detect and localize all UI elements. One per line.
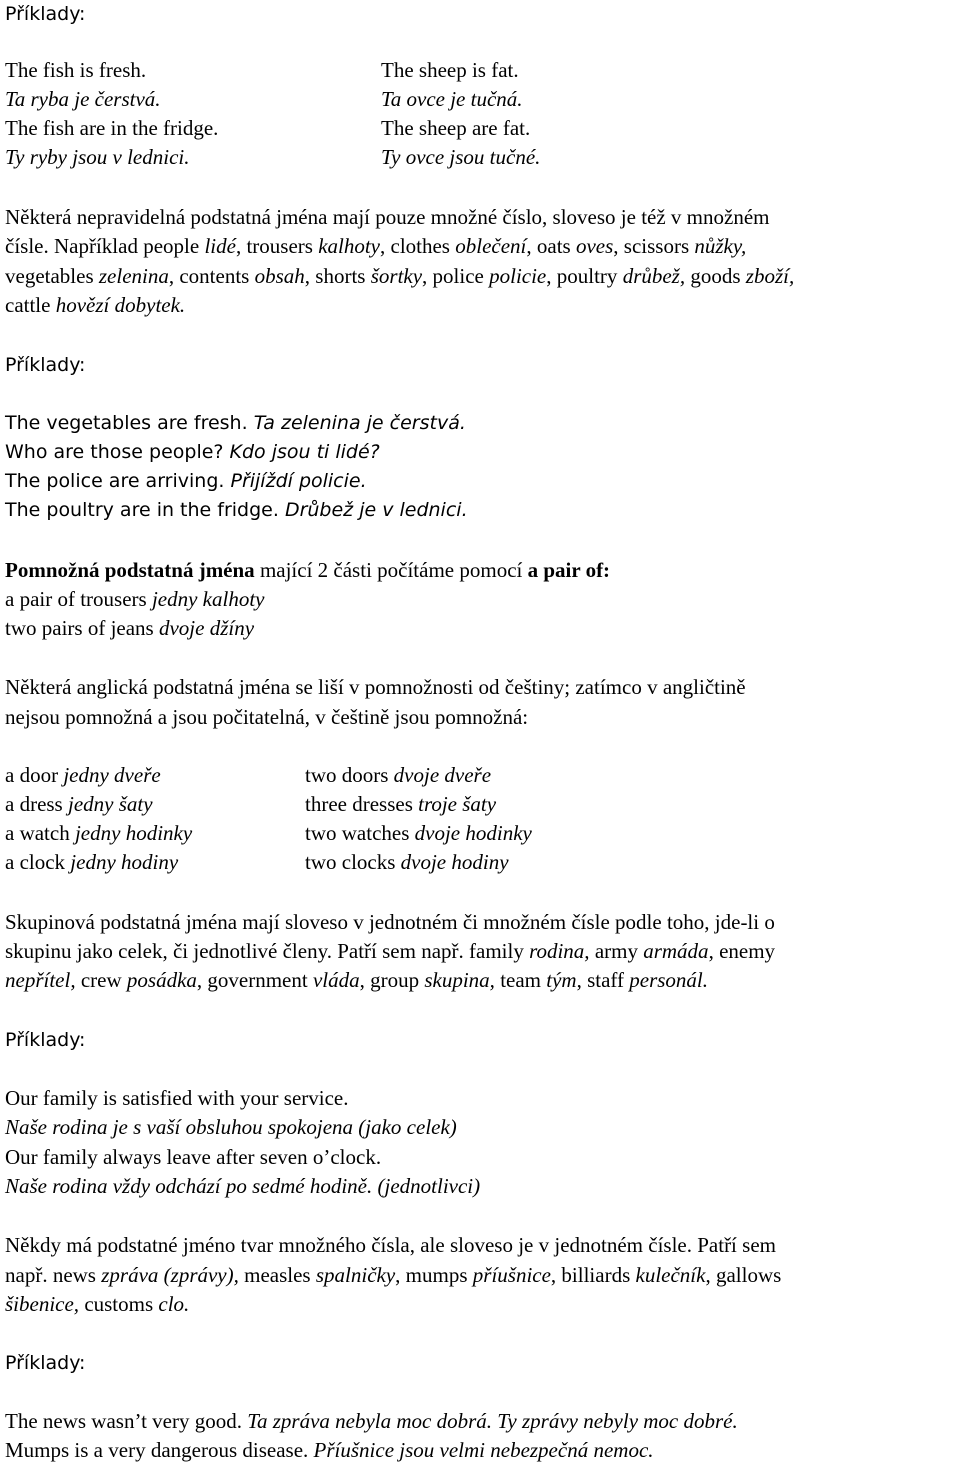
examples-heading-2: Příklady: <box>5 354 86 376</box>
paragraph-line: Skupinová podstatná jména mají sloveso v jednotném či množném čísle podle toho, jde-li o <box>5 910 775 934</box>
example-en: The sheep are fat. <box>381 116 531 140</box>
paragraph-line: Někdy má podstatné jméno tvar množného čísla, ale sloveso je v jednotném čísle. Patří sem <box>5 1233 776 1257</box>
paragraph-line: např. news zpráva (zprávy), measles spalničky, mumps příušnice, billiards kulečník, gallows <box>5 1263 782 1287</box>
example-en: The fish is fresh. <box>5 58 147 82</box>
pomnozna-heading: Pomnožná podstatná jména mající 2 části počítáme pomocí a pair of: <box>5 558 611 582</box>
example-cz: Ty ovce jsou tučné. <box>381 145 541 169</box>
example-line: The poultry are in the fridge. Drůbež je v lednici. <box>5 499 468 521</box>
example-cz: Naše rodina vždy odchází po sedmé hodině. (jednotlivci) <box>5 1174 481 1198</box>
example-cz: Ta ryba je čerstvá. <box>5 87 161 111</box>
example-line: The vegetables are fresh. Ta zelenina je čerstvá. <box>5 412 466 434</box>
example-cz: Naše rodina je s vaší obsluhou spokojena (jako celek) <box>5 1115 457 1139</box>
pair-right: two doors dvoje dveře <box>305 763 492 787</box>
paragraph-line: čísle. Například people lidé, trousers kalhoty, clothes oblečení, oats oves, scissors nůžky, <box>5 234 747 258</box>
pair-right: three dresses troje šaty <box>305 792 497 816</box>
pair-right: two watches dvoje hodinky <box>305 821 532 845</box>
pair-left: a door jedny dveře <box>5 763 161 787</box>
pair-left: a clock jedny hodiny <box>5 850 179 874</box>
pomnozna-example: a pair of trousers jedny kalhoty <box>5 587 265 611</box>
example-cz: Ta ovce je tučná. <box>381 87 523 111</box>
example-en: Our family always leave after seven o’clock. <box>5 1145 382 1169</box>
examples-heading-4: Příklady: <box>5 1352 86 1374</box>
example-line: Who are those people? Kdo jsou ti lidé? <box>5 441 380 463</box>
paragraph-line: nepřítel, crew posádka, government vláda, group skupina, team tým, staff personál. <box>5 968 709 992</box>
paragraph-line: Některá anglická podstatná jména se liší v pomnožnosti od češtiny; zatímco v angličtině <box>5 675 746 699</box>
pomnozna-example: two pairs of jeans dvoje džíny <box>5 616 255 640</box>
paragraph-line: nejsou pomnožná a jsou počitatelná, v češtině jsou pomnožná: <box>5 705 529 729</box>
example-en: The fish are in the fridge. <box>5 116 219 140</box>
example-cz: Ty ryby jsou v lednici. <box>5 145 190 169</box>
paragraph-line: šibenice, customs clo. <box>5 1292 190 1316</box>
pair-left: a dress jedny šaty <box>5 792 153 816</box>
example-en: Our family is satisfied with your service. <box>5 1086 349 1110</box>
pair-left: a watch jedny hodinky <box>5 821 193 845</box>
paragraph-line: cattle hovězí dobytek. <box>5 293 186 317</box>
paragraph-line: skupinu jako celek, či jednotlivé členy. Patří sem např. family rodina, army armáda, enemy <box>5 939 776 963</box>
examples-heading-3: Příklady: <box>5 1029 86 1051</box>
example-line: The police are arriving. Přijíždí policie. <box>5 470 367 492</box>
example-line: Mumps is a very dangerous disease. Příušnice jsou velmi nebezpečná nemoc. <box>5 1438 654 1462</box>
paragraph-line: Některá nepravidelná podstatná jména mají pouze množné číslo, sloveso je též v množném <box>5 205 770 229</box>
paragraph-line: vegetables zelenina, contents obsah, shorts šortky, police policie, poultry drůbež, goods zboží, <box>5 264 795 288</box>
example-en: The sheep is fat. <box>381 58 519 82</box>
pair-right: two clocks dvoje hodiny <box>305 850 509 874</box>
example-line: The news wasn’t very good. Ta zpráva nebyla moc dobrá. Ty zprávy nebyly moc dobré. <box>5 1409 738 1433</box>
examples-heading-1: Příklady: <box>5 3 86 25</box>
